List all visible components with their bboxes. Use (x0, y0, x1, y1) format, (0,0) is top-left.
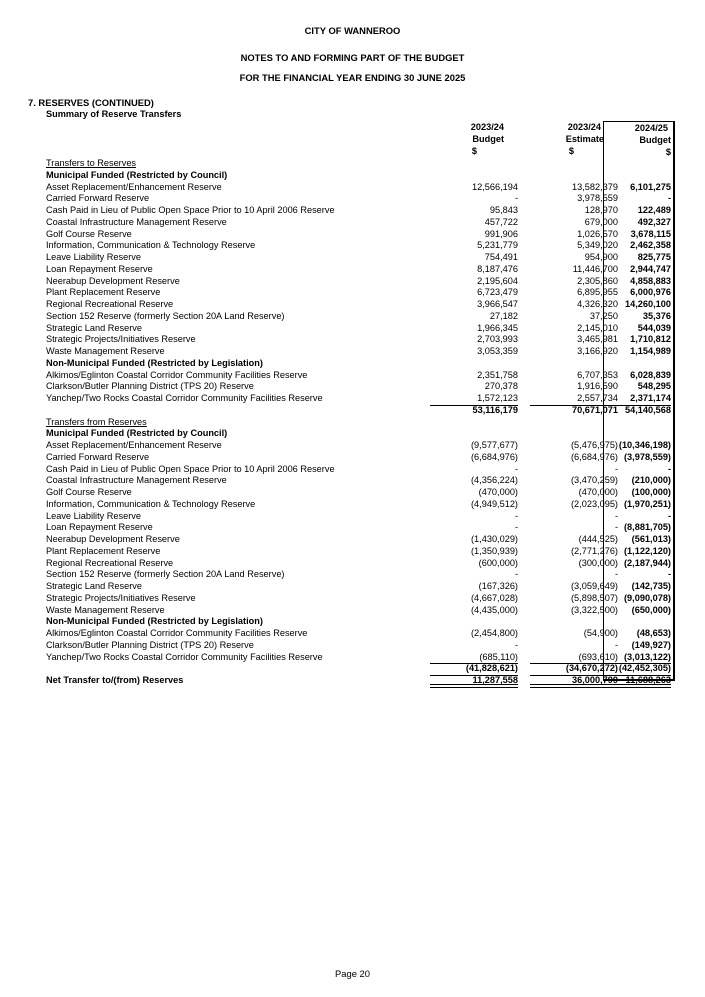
section-heading-row (46, 158, 673, 170)
row-label: Asset Replacement/Enhancement Reserve (46, 181, 222, 192)
estimate-2023-24-value: 2,305,860 (577, 275, 618, 286)
row-label: Strategic Projects/Initiatives Reserve (46, 592, 196, 603)
column-year: 2023/24 (470, 122, 504, 132)
budget-2023-24-value: 95,843 (489, 205, 518, 215)
table-row (46, 605, 673, 617)
budget-2023-24-value: (600,000) (478, 557, 518, 568)
estimate-2023-24-value: 3,465,981 (577, 334, 618, 345)
row-label: Carried Forward Reserve (46, 451, 150, 462)
budget-2024-25-value: 544,039 (637, 322, 671, 333)
table-row (46, 534, 673, 546)
budget-2024-25-value: 2,462,358 (630, 240, 671, 251)
financial-year-title: FOR THE FINANCIAL YEAR ENDING 30 JUNE 2025 (239, 72, 466, 83)
estimate-2023-24-value: (2,771,276) (571, 545, 618, 556)
row-label: Alkimos/Eglinton Coastal Corridor Community Facilities Reserve (46, 369, 308, 380)
budget-2024-25-value: 6,028,839 (630, 369, 671, 380)
row-label: Section 152 Reserve (formerly Section 20A Land Reserve) (46, 569, 285, 580)
table-row (46, 299, 673, 311)
estimate-2023-24-value: (5,476,975) (571, 440, 618, 450)
row-label: Carried Forward Reserve (46, 193, 150, 204)
table-row (46, 264, 673, 276)
row-label: Municipal Funded (Restricted by Council) (46, 169, 228, 180)
budget-2023-24-value: - (514, 463, 518, 474)
budget-2024-25-value: 3,678,115 (630, 228, 671, 239)
row-label: Information, Communication & Technology Reserve (46, 498, 256, 509)
section-heading-row (46, 170, 673, 182)
budget-2024-25-value: 14,260,100 (625, 299, 671, 309)
section-heading-row (46, 616, 673, 628)
row-label: Plant Replacement Reserve (46, 287, 161, 298)
column-unit: $ (568, 146, 574, 156)
estimate-2023-24-value: (34,670,272) (518, 663, 618, 675)
table-row (46, 323, 673, 335)
column-header-budget-2024-25 (603, 121, 671, 159)
budget-2024-25-value: 548,295 (637, 381, 671, 392)
estimate-2023-24-value: 679,000 (584, 216, 618, 227)
estimate-2023-24-value: 1,916,590 (577, 381, 618, 392)
budget-2023-24-value: 754,491 (484, 252, 518, 262)
table-row (46, 229, 673, 241)
table-row (46, 287, 673, 299)
budget-2024-25-value: (3,978,559) (624, 451, 671, 462)
document-title: NOTES TO AND FORMING PART OF THE BUDGET (240, 52, 465, 63)
estimate-2023-24-value: (5,898,507) (571, 592, 618, 603)
table-row (46, 205, 673, 217)
budget-2023-24-value: 457,722 (484, 216, 518, 227)
budget-2024-25-value: 4,858,883 (630, 275, 671, 286)
estimate-2023-24-value: (2,023,095) (571, 498, 618, 509)
estimate-2023-24-value: 36,000,799 (518, 675, 618, 687)
table-row (46, 558, 673, 570)
table-row (46, 593, 673, 605)
budget-2023-24-value: - (514, 510, 518, 521)
budget-2024-25-value: - (667, 510, 671, 521)
budget-2024-25-value: (8,881,705) (624, 522, 671, 533)
row-label: Plant Replacement Reserve (46, 545, 161, 556)
subtotal-row (46, 405, 673, 417)
estimate-2023-24-value: 4,326,320 (577, 299, 618, 309)
budget-2023-24-value: (1,430,029) (471, 534, 518, 544)
table-row (46, 581, 673, 593)
budget-2024-25-value: 492,327 (637, 216, 671, 227)
section-heading-row (46, 428, 673, 440)
estimate-2023-24-value: 1,026,570 (577, 228, 618, 239)
table-row (46, 334, 673, 346)
estimate-2023-24-value: 11,446,700 (572, 263, 618, 274)
estimate-2023-24-value: 954,900 (584, 252, 618, 262)
page-number: Page 20 (335, 968, 370, 979)
row-label: Strategic Land Reserve (46, 581, 143, 591)
table-row (46, 381, 673, 393)
estimate-2023-24-value: (300,000) (578, 557, 618, 568)
budget-2024-25-value: (10,346,198) (618, 440, 671, 450)
column-type: Budget (472, 134, 504, 144)
table-body (46, 158, 673, 687)
column-type: Budget (639, 135, 671, 145)
budget-2023-24-value: - (514, 569, 518, 580)
row-label: Waste Management Reserve (46, 346, 165, 356)
row-label: Section 152 Reserve (formerly Section 20A Land Reserve) (46, 310, 285, 321)
estimate-2023-24-value: 128,970 (584, 205, 618, 215)
table-row (46, 452, 673, 464)
estimate-2023-24-value: (3,059,649) (571, 581, 618, 591)
row-label: Strategic Land Reserve (46, 322, 143, 333)
row-label: Cash Paid in Lieu of Public Open Space Prior to 10 April 2006 Reserve (46, 205, 335, 215)
budget-2024-25-value: 122,489 (637, 205, 671, 215)
budget-2023-24-value: 8,187,476 (477, 263, 518, 274)
table-row (46, 499, 673, 511)
budget-2023-24-value: 1,572,123 (477, 393, 518, 403)
row-label: Leave Liability Reserve (46, 252, 141, 262)
row-label: Leave Liability Reserve (46, 510, 141, 521)
budget-2023-24-value: 2,351,758 (477, 369, 518, 380)
table-row (46, 217, 673, 229)
budget-2023-24-value: 1,966,345 (477, 322, 518, 333)
estimate-2023-24-value: (444,525) (578, 534, 618, 544)
section-title: 7. RESERVES (CONTINUED) (28, 97, 154, 108)
row-label: Golf Course Reserve (46, 487, 132, 497)
budget-2024-25-value: 2,371,174 (630, 393, 671, 403)
table-row (46, 464, 673, 476)
table-row (46, 240, 673, 252)
budget-2023-24-value: - (514, 639, 518, 650)
budget-2024-25-value: - (667, 463, 671, 474)
budget-2024-25-value: (650,000) (631, 604, 671, 615)
table-row (46, 546, 673, 558)
row-label: Asset Replacement/Enhancement Reserve (46, 440, 222, 450)
budget-2024-25-value: (42,452,305) (603, 663, 671, 675)
org-title: CITY OF WANNEROO (304, 25, 401, 36)
row-label: Information, Communication & Technology Reserve (46, 240, 256, 251)
table-row (46, 475, 673, 487)
table-row (46, 652, 673, 664)
column-header-budget-2023-24 (418, 121, 504, 158)
column-unit: $ (665, 147, 671, 157)
estimate-2023-24-value: 6,707,353 (577, 369, 618, 380)
row-label: Regional Recreational Reserve (46, 557, 174, 568)
budget-2023-24-value: 3,053,359 (477, 346, 518, 356)
budget-2024-25-value: (561,013) (631, 534, 671, 544)
row-label: Yanchep/Two Rocks Coastal Corridor Community Facilities Reserve (46, 651, 323, 662)
budget-2024-25-value: (1,122,120) (624, 545, 671, 556)
row-label: Coastal Infrastructure Management Reserve (46, 475, 227, 486)
budget-2023-24-value: 5,231,779 (477, 240, 518, 251)
budget-2024-25-value: - (667, 193, 671, 204)
row-label: Neerabup Development Reserve (46, 275, 180, 286)
row-label: Clarkson/Butler Planning District (TPS 20) Reserve (46, 639, 254, 650)
table-row (46, 276, 673, 288)
budget-2023-24-value: (4,435,000) (471, 604, 518, 615)
budget-2024-25-value: 2,944,747 (630, 263, 671, 274)
section-subtitle: Summary of Reserve Transfers (46, 109, 182, 119)
estimate-2023-24-value: 2,557,734 (577, 393, 618, 403)
budget-2024-25-value: 11,688,263 (603, 675, 671, 687)
budget-2023-24-value: 270,378 (484, 381, 518, 392)
estimate-2023-24-value: - (614, 639, 618, 650)
column-header-estimate-2023-24 (518, 121, 604, 158)
table-row (46, 522, 673, 534)
row-label: Net Transfer to/(from) Reserves (46, 675, 184, 685)
estimate-2023-24-value: 37,250 (589, 310, 618, 321)
row-label: Waste Management Reserve (46, 604, 165, 615)
budget-2023-24-value: (685,110) (479, 651, 518, 662)
budget-2023-24-value: 12,566,194 (472, 181, 518, 192)
budget-2024-25-value: (1,970,251) (624, 498, 671, 509)
table-row (46, 193, 673, 205)
budget-2023-24-value: (470,000) (478, 487, 518, 497)
budget-2024-25-value: (100,000) (631, 487, 671, 497)
budget-2023-24-value: 2,703,993 (477, 334, 518, 345)
table-row (46, 346, 673, 358)
row-label: Golf Course Reserve (46, 228, 132, 239)
budget-2024-25-value: 1,154,989 (630, 346, 671, 356)
budget-2023-24-value: - (514, 193, 518, 204)
budget-2023-24-value: (2,454,800) (471, 628, 518, 638)
budget-2023-24-value: (4,949,512) (471, 498, 518, 509)
estimate-2023-24-value: (470,000) (578, 487, 618, 497)
row-label: Transfers to Reserves (46, 158, 137, 168)
budget-2023-24-value: - (514, 522, 518, 533)
estimate-2023-24-value: (54,900) (583, 628, 618, 638)
net-transfer-row (46, 675, 673, 687)
estimate-2023-24-value: (3,470,259) (571, 475, 618, 486)
estimate-2023-24-value: 2,145,010 (577, 322, 618, 333)
table-row (46, 393, 673, 405)
estimate-2023-24-value: 3,166,920 (577, 346, 618, 356)
row-label: Non-Municipal Funded (Restricted by Legislation) (46, 616, 263, 627)
row-label: Transfers from Reserves (46, 416, 147, 427)
budget-2024-25-value: (142,735) (631, 581, 671, 591)
subtotal-row (46, 663, 673, 675)
row-label: Neerabup Development Reserve (46, 534, 180, 544)
table-row (46, 252, 673, 264)
budget-2023-24-value: 2,195,604 (477, 275, 518, 286)
estimate-2023-24-value: - (614, 569, 618, 580)
budget-2023-24-value: 53,116,179 (418, 405, 518, 417)
estimate-2023-24-value: 13,582,379 (572, 181, 618, 192)
table-row (46, 182, 673, 194)
budget-2024-25-value: (2,187,944) (624, 557, 671, 568)
budget-2024-25-value: 1,710,812 (630, 334, 671, 345)
estimate-2023-24-value: 3,978,559 (577, 193, 618, 204)
budget-2024-25-value: (210,000) (631, 475, 671, 486)
estimate-2023-24-value: (3,322,500) (571, 604, 618, 615)
section-heading-row (46, 358, 673, 370)
estimate-2023-24-value: - (614, 463, 618, 474)
table-row (46, 487, 673, 499)
budget-2024-25-value: - (667, 569, 671, 580)
row-label: Municipal Funded (Restricted by Council) (46, 428, 228, 439)
budget-2023-24-value: (167,326) (478, 581, 518, 591)
table-row (46, 569, 673, 581)
row-label: Cash Paid in Lieu of Public Open Space Prior to 10 April 2006 Reserve (46, 463, 335, 474)
budget-2024-25-value: 35,376 (642, 310, 671, 321)
column-year: 2024/25 (634, 123, 668, 133)
table-row (46, 311, 673, 323)
column-unit: $ (471, 146, 477, 156)
budget-2024-25-value: (9,090,078) (624, 592, 671, 603)
budget-2024-25-value: 825,775 (637, 252, 671, 262)
budget-2024-25-value: 54,140,568 (603, 405, 671, 417)
row-label: Non-Municipal Funded (Restricted by Legislation) (46, 357, 263, 368)
row-label: Alkimos/Eglinton Coastal Corridor Community Facilities Reserve (46, 628, 308, 638)
budget-2024-25-value: (3,013,122) (624, 651, 671, 662)
budget-2023-24-value: 11,287,558 (418, 675, 518, 687)
table-row (46, 370, 673, 382)
budget-2023-24-value: (6,684,976) (471, 451, 518, 462)
table-row (46, 640, 673, 652)
estimate-2023-24-value: 6,895,955 (577, 287, 618, 298)
row-label: Coastal Infrastructure Management Reserve (46, 216, 227, 227)
column-type: Estimate (565, 134, 604, 144)
budget-2024-25-value: (48,653) (636, 628, 671, 638)
row-label: Loan Repayment Reserve (46, 522, 153, 533)
table-row (46, 628, 673, 640)
estimate-2023-24-value: 70,671,071 (518, 405, 618, 417)
budget-2024-25-value: (149,927) (631, 639, 671, 650)
section-heading-row (46, 417, 673, 429)
budget-2024-25-value: 6,000,976 (630, 287, 671, 298)
budget-2023-24-value: (9,577,677) (471, 440, 518, 450)
estimate-2023-24-value: (693,610) (578, 651, 618, 662)
budget-2023-24-value: (41,828,621) (418, 663, 518, 675)
budget-2023-24-value: (1,350,939) (471, 545, 518, 556)
row-label: Clarkson/Butler Planning District (TPS 20) Reserve (46, 381, 254, 392)
table-row (46, 511, 673, 523)
table-row (46, 440, 673, 452)
budget-2024-25-value: 6,101,275 (630, 181, 671, 192)
row-label: Strategic Projects/Initiatives Reserve (46, 334, 196, 345)
budget-2023-24-value: (4,356,224) (471, 475, 518, 486)
budget-2023-24-value: 27,182 (489, 310, 518, 321)
estimate-2023-24-value: (6,684,976) (571, 451, 618, 462)
budget-2023-24-value: 6,723,479 (477, 287, 518, 298)
row-label: Loan Repayment Reserve (46, 263, 153, 274)
budget-2023-24-value: 991,906 (484, 228, 518, 239)
estimate-2023-24-value: 5,349,020 (577, 240, 618, 251)
estimate-2023-24-value: - (614, 522, 618, 533)
budget-2023-24-value: (4,667,028) (471, 592, 518, 603)
estimate-2023-24-value: - (614, 510, 618, 521)
column-year: 2023/24 (567, 122, 601, 132)
row-label: Regional Recreational Reserve (46, 299, 174, 309)
budget-2023-24-value: 3,966,547 (477, 299, 518, 309)
row-label: Yanchep/Two Rocks Coastal Corridor Community Facilities Reserve (46, 393, 323, 403)
